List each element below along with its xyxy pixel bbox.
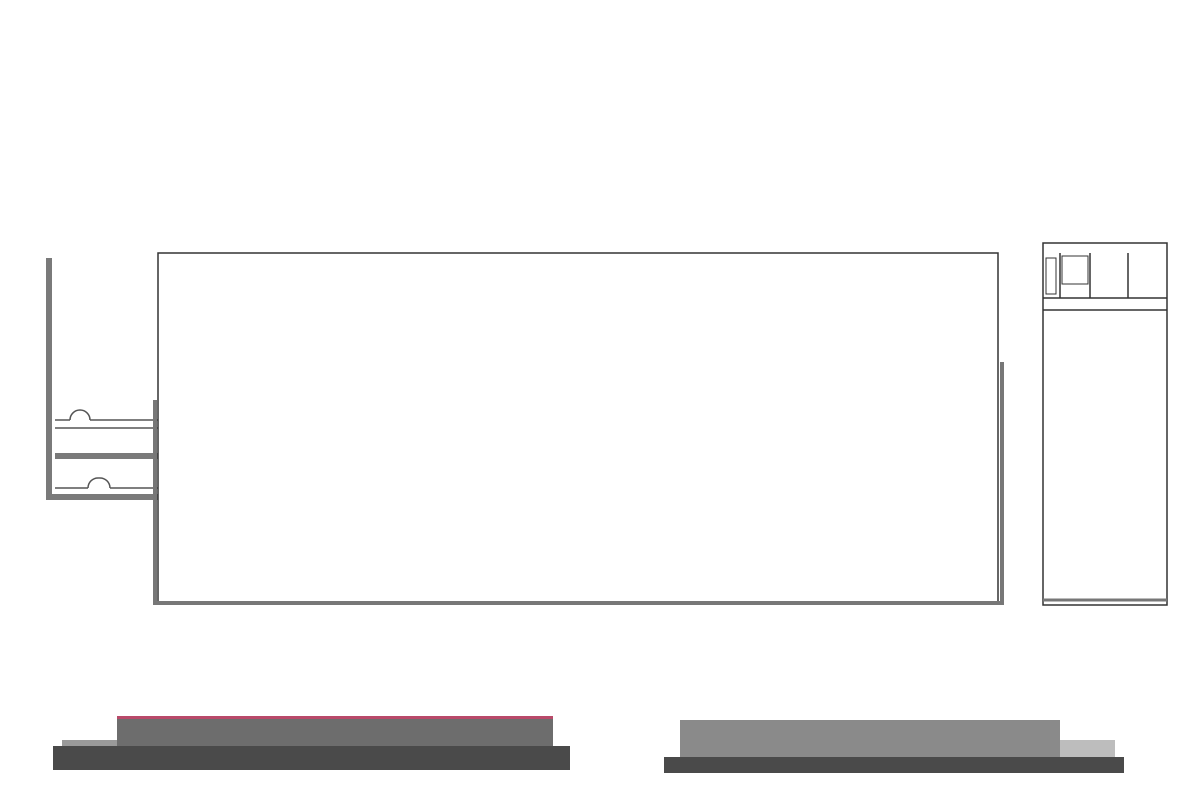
upper-floor-plan: [1043, 243, 1167, 605]
north-elevation: [664, 720, 1124, 773]
south-elevation: [53, 716, 570, 770]
annex-wall: [49, 258, 158, 497]
annex-inner: [55, 410, 158, 488]
main-hall-outline: [155, 253, 1002, 603]
